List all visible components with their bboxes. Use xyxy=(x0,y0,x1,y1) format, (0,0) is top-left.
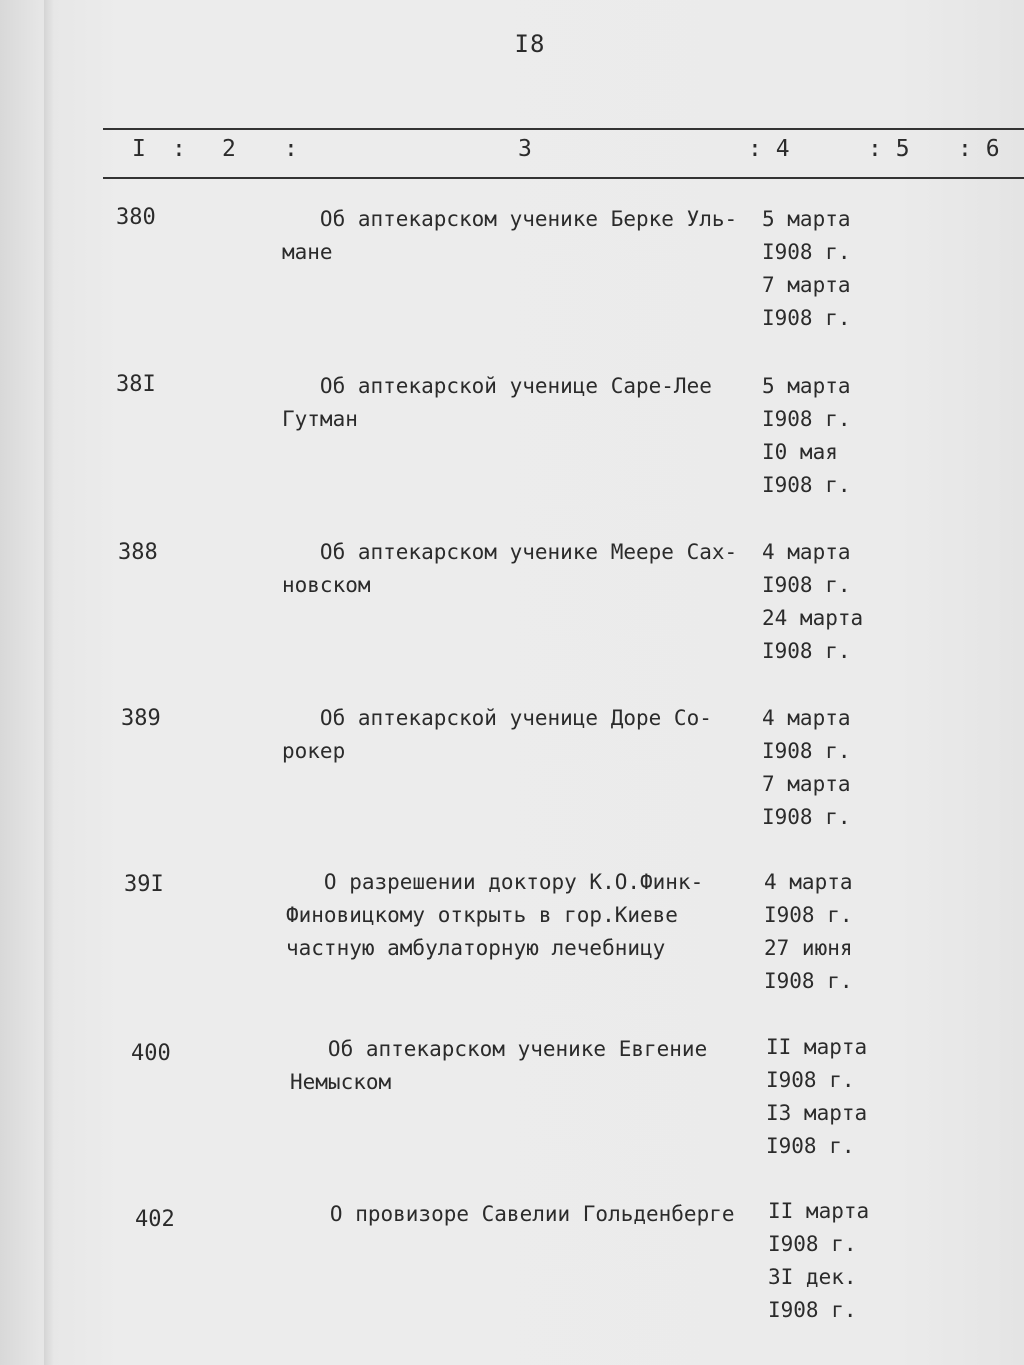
entry-title-line: рокер xyxy=(282,739,346,763)
date-start-year: I908 г. xyxy=(762,240,851,264)
entry-title xyxy=(282,203,752,269)
page-number: I8 xyxy=(514,30,546,58)
date-end-year: I908 г. xyxy=(762,473,851,497)
entry-dates xyxy=(766,1031,906,1163)
entry-title xyxy=(282,536,752,602)
header-col-1: I xyxy=(132,136,146,162)
date-start-year: I908 г. xyxy=(764,903,853,927)
table-row xyxy=(0,866,1024,1016)
entry-number: 388 xyxy=(118,540,158,565)
date-end: 24 марта xyxy=(762,606,864,630)
date-end: I3 марта xyxy=(766,1101,868,1125)
table-top-rule xyxy=(103,128,1024,130)
date-end-year: I908 г. xyxy=(762,805,851,829)
table-row xyxy=(0,702,1024,852)
date-end: I0 мая xyxy=(762,440,838,464)
entry-number: 38I xyxy=(116,372,156,397)
date-end: 7 марта xyxy=(762,772,851,796)
table-row xyxy=(0,536,1024,686)
date-start: II марта xyxy=(768,1199,870,1223)
date-start: 4 марта xyxy=(764,870,853,894)
date-end-year: I908 г. xyxy=(764,969,853,993)
date-start-year: I908 г. xyxy=(766,1068,855,1092)
date-end-year: I908 г. xyxy=(762,306,851,330)
date-end-year: I908 г. xyxy=(762,639,851,663)
entry-title-line: частную амбулаторную лечебницу xyxy=(286,936,666,960)
date-end: 7 марта xyxy=(762,273,851,297)
entry-title-line: Финовицкому открыть в гор.Киеве xyxy=(286,903,678,927)
table-row xyxy=(0,370,1024,520)
entry-dates xyxy=(762,702,902,834)
entry-number: 400 xyxy=(131,1041,171,1066)
date-end: 27 июня xyxy=(764,936,853,960)
entry-title-line: Об аптекарском ученике Евгение xyxy=(290,1037,708,1061)
date-start-year: I908 г. xyxy=(762,573,851,597)
entry-number: 402 xyxy=(135,1207,175,1232)
entry-title-line: Немыском xyxy=(290,1070,392,1094)
entry-title-line: Об аптекарском ученике Берке Уль- xyxy=(282,207,738,231)
date-start: II марта xyxy=(766,1035,868,1059)
entry-title-line: О разрешении доктору К.О.Финк- xyxy=(286,870,704,894)
header-col-2-separator: : xyxy=(284,136,298,162)
header-col-1-separator: : xyxy=(172,136,186,162)
entry-title xyxy=(282,702,752,768)
date-start-year: I908 г. xyxy=(762,407,851,431)
header-col-3: 3 xyxy=(518,136,532,162)
date-start: 5 марта xyxy=(762,374,851,398)
date-start-year: I908 г. xyxy=(762,739,851,763)
date-end-year: I908 г. xyxy=(766,1134,855,1158)
entry-title-line: новском xyxy=(282,573,371,597)
date-start-year: I908 г. xyxy=(768,1232,857,1256)
entry-title xyxy=(292,1198,762,1231)
entry-dates xyxy=(764,866,904,998)
table-row xyxy=(0,1031,1024,1181)
table-row xyxy=(0,1195,1024,1345)
entry-title xyxy=(290,1033,760,1099)
entry-title-line: Об аптекарской ученице Саре-Лее xyxy=(282,374,712,398)
entry-title-line: Об аптекарской ученице Доре Со- xyxy=(282,706,712,730)
entry-dates xyxy=(762,203,902,335)
date-start: 4 марта xyxy=(762,706,851,730)
header-col-2: 2 xyxy=(222,136,236,162)
entry-number: 380 xyxy=(116,205,156,230)
entry-dates xyxy=(762,536,902,668)
entry-dates xyxy=(762,370,902,502)
entry-title xyxy=(286,866,756,965)
entry-title-line: О провизоре Савелии Гольденберге xyxy=(292,1202,735,1226)
header-col-4: : 4 xyxy=(748,136,790,162)
date-start: 5 марта xyxy=(762,207,851,231)
date-end: 3I дек. xyxy=(768,1265,857,1289)
entry-title-line: мане xyxy=(282,240,333,264)
header-col-5: : 5 xyxy=(868,136,910,162)
date-end-year: I908 г. xyxy=(768,1298,857,1322)
entry-dates xyxy=(768,1195,908,1327)
entry-title-line: Об аптекарском ученике Меере Сах- xyxy=(282,540,738,564)
entry-number: 389 xyxy=(121,706,161,731)
entry-title xyxy=(282,370,752,436)
entry-number: 39I xyxy=(124,872,164,897)
table-header-bottom-rule xyxy=(103,177,1024,179)
entry-title-line: Гутман xyxy=(282,407,358,431)
date-start: 4 марта xyxy=(762,540,851,564)
header-col-6: : 6 xyxy=(958,136,1000,162)
table-row xyxy=(0,203,1024,353)
